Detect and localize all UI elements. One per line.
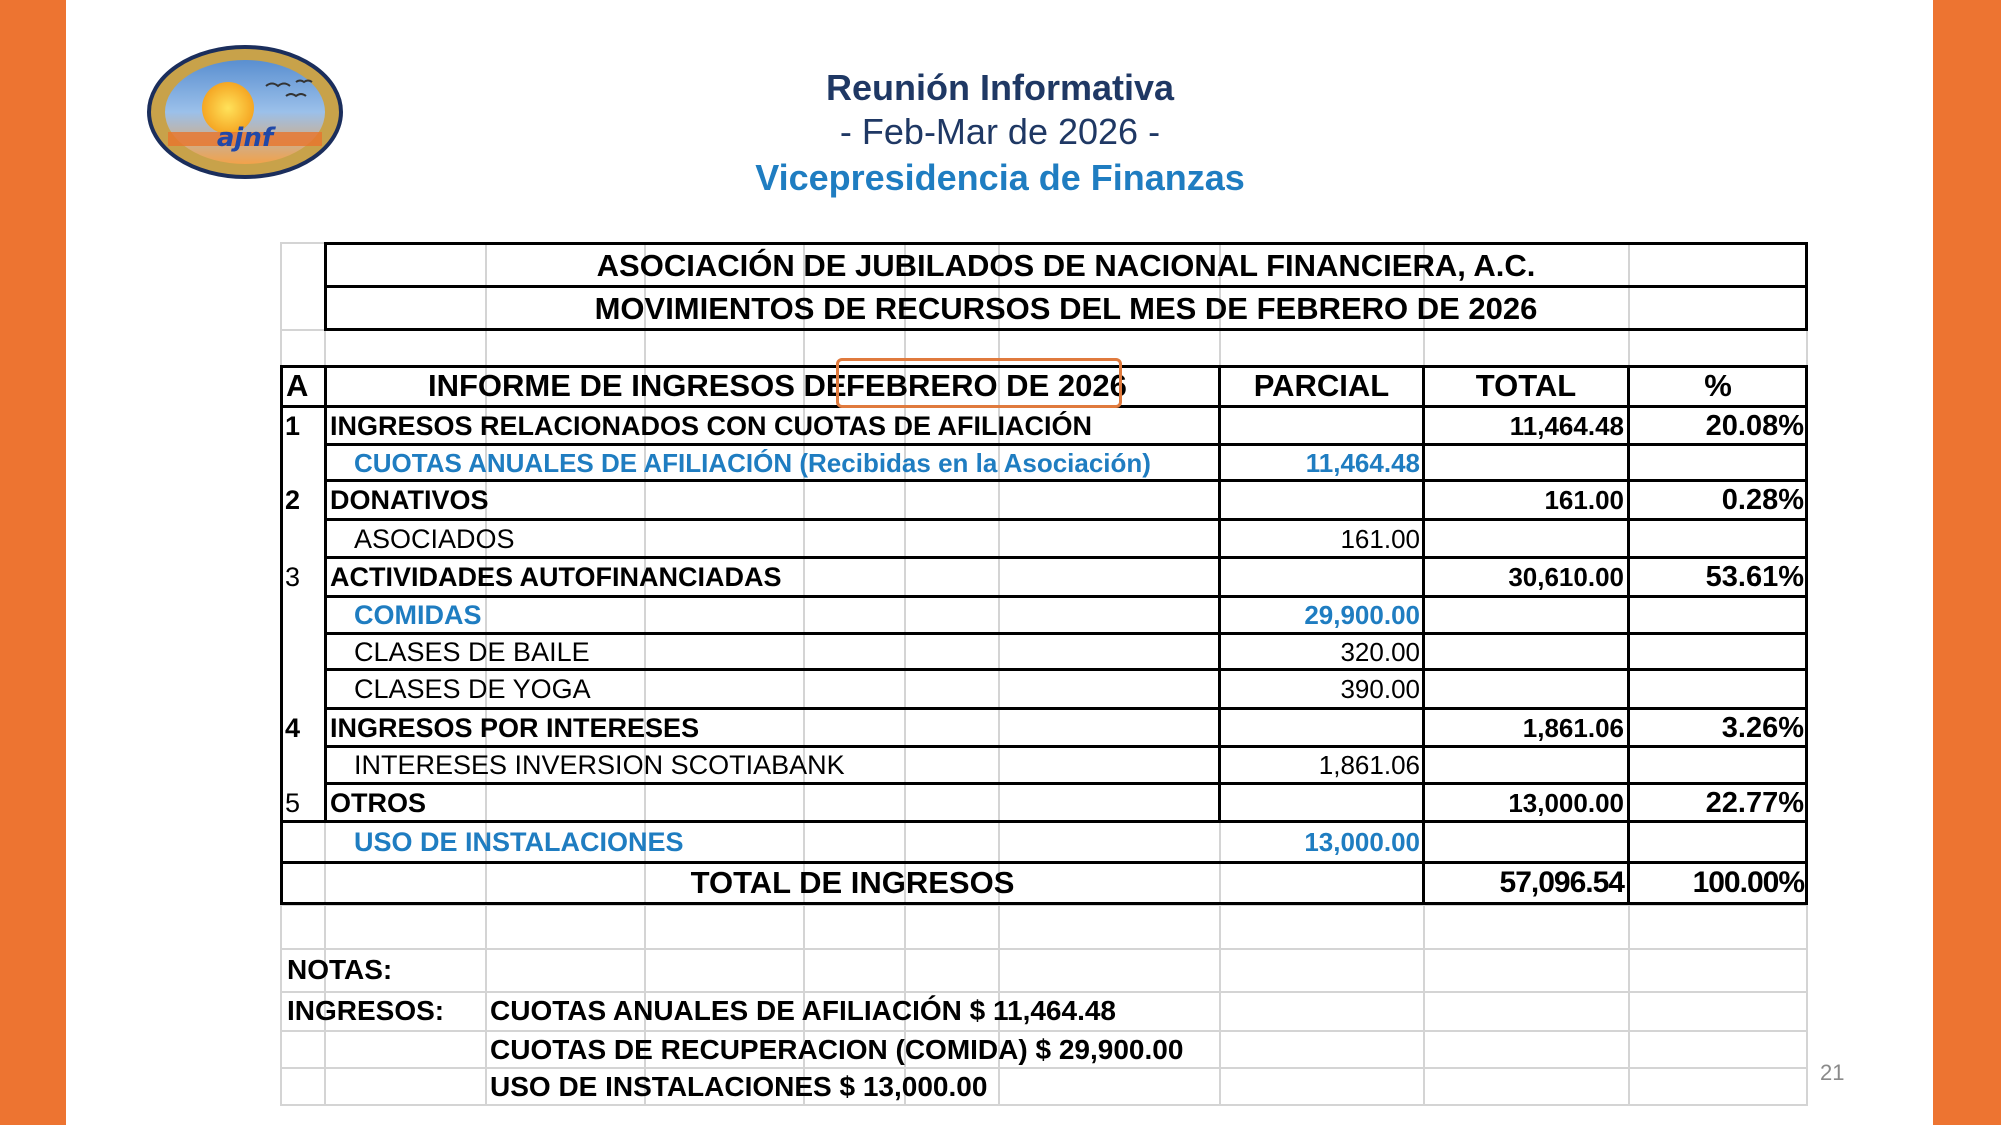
col-a-header: A bbox=[286, 368, 309, 403]
item-parcial: 13,000.00 bbox=[1304, 827, 1420, 857]
category-label: INGRESOS RELACIONADOS CON CUOTAS DE AFILIACIÓN bbox=[330, 411, 1093, 441]
category-label: INGRESOS POR INTERESES bbox=[330, 713, 700, 743]
total-ingresos-pct: 100.00% bbox=[1692, 866, 1804, 899]
note-line: USO DE INSTALACIONES $ 13,000.00 bbox=[490, 1071, 988, 1102]
category-total: 11,464.48 bbox=[1509, 411, 1624, 441]
item-label: CLASES DE BAILE bbox=[354, 637, 590, 667]
income-report-sheet bbox=[280, 242, 1808, 1106]
parcial-header: PARCIAL bbox=[1253, 368, 1390, 403]
category-total: 30,610.00 bbox=[1508, 562, 1624, 592]
department-title: Vicepresidencia de Finanzas bbox=[755, 157, 1245, 198]
left-accent-bar bbox=[0, 0, 66, 1125]
item-label: CUOTAS ANUALES DE AFILIACIÓN (Recibidas en la Asociación) bbox=[354, 448, 1151, 478]
row-number: 4 bbox=[285, 713, 301, 743]
item-label: USO DE INSTALACIONES bbox=[354, 827, 684, 857]
item-label: CLASES DE YOGA bbox=[354, 674, 591, 704]
row-number: 3 bbox=[285, 562, 301, 592]
row-number: 1 bbox=[285, 411, 301, 441]
item-parcial: 11,464.48 bbox=[1305, 448, 1420, 478]
row-number: 2 bbox=[285, 485, 301, 515]
category-pct: 53.61% bbox=[1705, 561, 1804, 593]
total-ingresos-value: 57,096.54 bbox=[1499, 866, 1624, 899]
item-label: INTERESES INVERSION SCOTIABANK bbox=[354, 750, 845, 780]
note-line: CUOTAS ANUALES DE AFILIACIÓN $ 11,464.48 bbox=[490, 995, 1116, 1026]
category-label: ACTIVIDADES AUTOFINANCIADAS bbox=[330, 562, 782, 592]
logo-text: ajnf bbox=[216, 123, 274, 153]
category-total: 13,000.00 bbox=[1508, 788, 1624, 818]
section-header-prefix: INFORME DE INGRESOS DE bbox=[428, 368, 847, 403]
section-header-month: FEBRERO DE 2026 bbox=[846, 368, 1127, 403]
category-total: 1,861.06 bbox=[1522, 713, 1624, 743]
notes-label: NOTAS: bbox=[287, 954, 393, 985]
item-parcial: 1,861.06 bbox=[1318, 750, 1420, 780]
total-header: TOTAL bbox=[1475, 368, 1577, 403]
org-title: ASOCIACIÓN DE JUBILADOS DE NACIONAL FINANCIERA, A.C. bbox=[596, 248, 1536, 283]
notes-ingresos-label: INGRESOS: bbox=[287, 995, 445, 1026]
category-label: OTROS bbox=[330, 788, 427, 818]
item-label: ASOCIADOS bbox=[354, 524, 515, 554]
item-parcial: 390.00 bbox=[1340, 674, 1420, 704]
category-pct: 3.26% bbox=[1721, 712, 1804, 744]
association-logo bbox=[146, 44, 344, 180]
slide-title: Reunión Informativa bbox=[825, 67, 1175, 108]
month-highlight-box bbox=[836, 358, 1122, 408]
row-number: 5 bbox=[285, 788, 301, 818]
item-parcial: 29,900.00 bbox=[1304, 600, 1420, 630]
pct-header: % bbox=[1704, 368, 1732, 403]
category-total: 161.00 bbox=[1544, 485, 1624, 515]
category-pct: 0.28% bbox=[1721, 484, 1804, 516]
category-label: DONATIVOS bbox=[330, 485, 489, 515]
category-pct: 22.77% bbox=[1705, 787, 1804, 819]
item-label: COMIDAS bbox=[354, 600, 482, 630]
category-pct: 20.08% bbox=[1705, 410, 1804, 442]
total-ingresos-label: TOTAL DE INGRESOS bbox=[690, 865, 1015, 900]
period-title: MOVIMIENTOS DE RECURSOS DEL MES DE FEBRERO DE 2026 bbox=[594, 291, 1538, 326]
item-parcial: 320.00 bbox=[1340, 637, 1420, 667]
page-number: 21 bbox=[1820, 1060, 1845, 1085]
note-line: CUOTAS DE RECUPERACION (COMIDA) $ 29,900.00 bbox=[490, 1034, 1184, 1065]
item-parcial: 161.00 bbox=[1340, 524, 1420, 554]
right-accent-bar bbox=[1933, 0, 2001, 1125]
slide-subtitle: - Feb-Mar de 2026 - bbox=[839, 111, 1161, 152]
